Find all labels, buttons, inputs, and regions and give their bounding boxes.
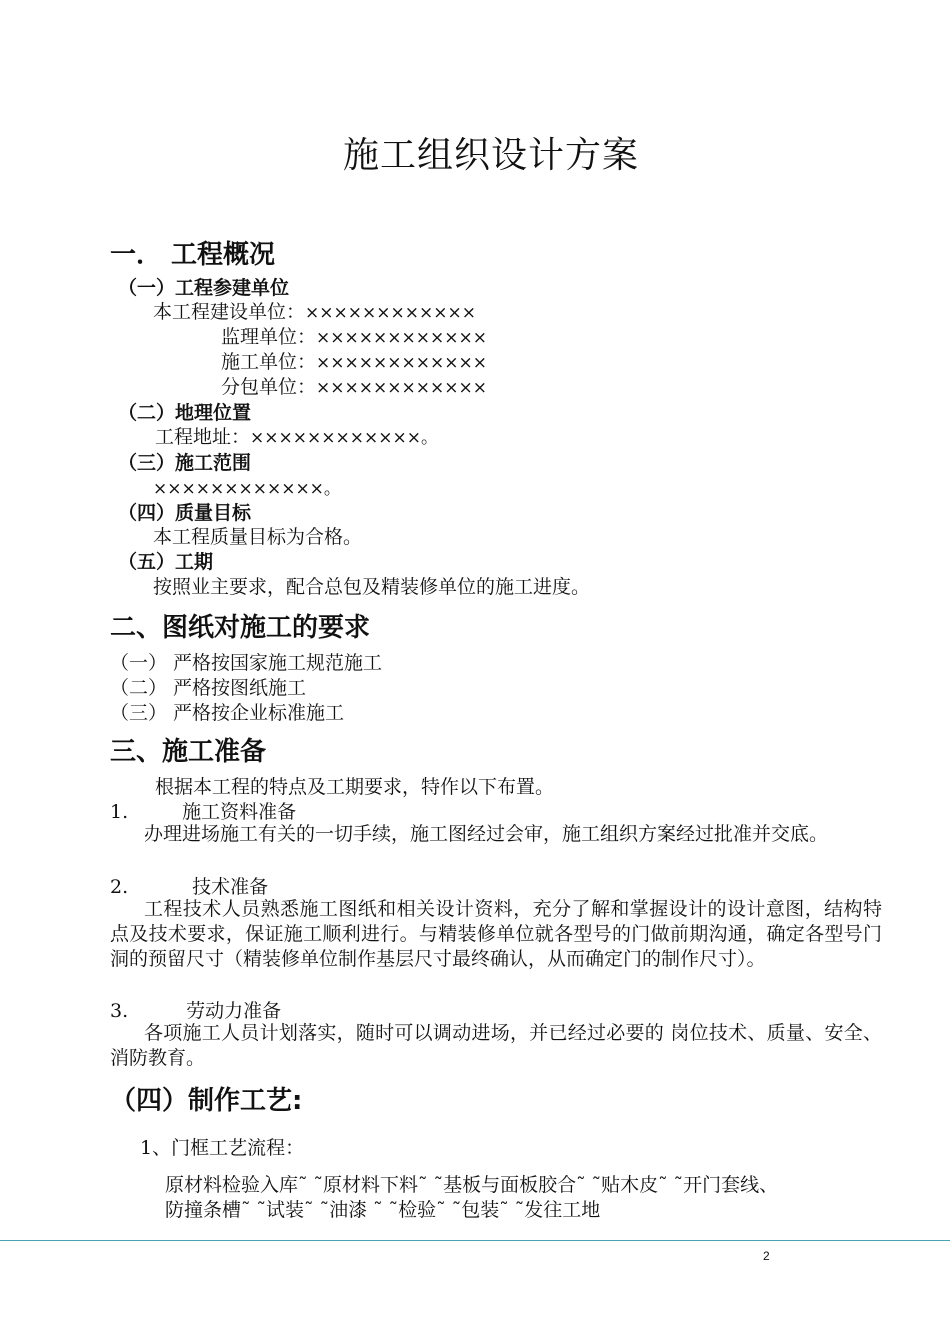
process-flow-line-1: 原材料检验入库˜ ˜原材料下料˜ ˜基板与面板胶合˜ ˜贴木皮˜ ˜开门套线、: [165, 1174, 779, 1196]
requirement-item: [110, 673, 306, 700]
requirement-number: （二）: [110, 677, 168, 699]
subsection-participants-heading: （一）工程参建单位: [118, 277, 290, 299]
prep-item-title: 劳动力准备: [186, 1000, 282, 1022]
subsection-period-heading: （五）工期: [118, 551, 214, 573]
subcontractor-unit-row: [221, 372, 487, 399]
prep-item-3-heading: [110, 996, 281, 1023]
prep-item-number: 3.: [110, 1000, 129, 1022]
prep-item-number: 2.: [110, 876, 129, 898]
prep-item-2-text: 工程技术人员熟悉施工图纸和相关设计资料，充分了解和掌握设计的设计意图，结构特点及技术要求，保证施工顺利进行。与精装修单位就各型号的门做前期沟通，确定各型号门洞的预留尺寸（精装修单位制作基层尺寸最终确认，从而确定门的制作尺寸）。: [110, 898, 882, 970]
construction-unit-value: ××××××××××××: [305, 303, 476, 323]
subsection-quality-heading: （四）质量目标: [118, 502, 252, 524]
prep-item-title: 技术准备: [192, 876, 269, 898]
address-row: [155, 422, 438, 449]
construction-unit-label: 本工程建设单位：: [153, 301, 306, 323]
scope-value: ××××××××××××。: [153, 479, 341, 499]
subcontractor-unit-label: 分包单位：: [221, 376, 317, 398]
prep-item-2-heading: [110, 872, 268, 899]
subcontractor-unit-value: ××××××××××××: [316, 378, 487, 398]
requirement-number: （一）: [110, 652, 168, 674]
requirement-item: [110, 698, 344, 725]
contractor-unit-row: [221, 347, 487, 374]
section-3-heading: 三、施工准备: [110, 737, 267, 767]
requirement-text: 严格按企业标准施工: [173, 702, 345, 724]
subsection-scope-heading: （三）施工范围: [118, 452, 252, 474]
section-2-heading: 二、图纸对施工的要求: [110, 613, 371, 643]
document-title: 施工组织设计方案: [343, 135, 640, 176]
subsection-location-heading: （二）地理位置: [118, 402, 252, 424]
prep-item-1-heading: [110, 797, 296, 824]
prep-item-number: 1.: [110, 801, 129, 823]
section-4-heading: （四）制作工艺:: [110, 1086, 303, 1116]
door-frame-process-heading: 1、门框工艺流程：: [140, 1137, 305, 1159]
contractor-unit-label: 施工单位：: [221, 351, 317, 373]
quality-text: 本工程质量目标为合格。: [153, 526, 363, 548]
process-flow-line-2: 防撞条槽˜ ˜试装˜ ˜油漆 ˜ ˜检验˜ ˜包装˜ ˜发往工地: [165, 1199, 601, 1221]
supervision-unit-row: [221, 322, 487, 349]
address-value: ××××××××××××。: [250, 428, 438, 448]
requirement-item: [110, 648, 382, 675]
preparation-intro: 根据本工程的特点及工期要求，特作以下布置。: [155, 776, 555, 798]
prep-item-1-text: 办理进场施工有关的一切手续，施工图经过会审，施工组织方案经过批准并交底。: [144, 823, 829, 845]
prep-item-3-text: 各项施工人员计划落实，随时可以调动进场，并已经过必要的 岗位技术、质量、安全、消防教育。: [110, 1022, 882, 1069]
period-text: 按照业主要求，配合总包及精装修单位的施工进度。: [153, 576, 591, 598]
contractor-unit-value: ××××××××××××: [316, 353, 487, 373]
address-label: 工程地址：: [155, 426, 251, 448]
requirement-text: 严格按图纸施工: [173, 677, 307, 699]
supervision-unit-label: 监理单位：: [221, 326, 317, 348]
prep-item-title: 施工资料准备: [182, 801, 297, 823]
construction-unit-row: [153, 297, 476, 324]
page-number: 2: [763, 1249, 770, 1263]
requirement-text: 严格按国家施工规范施工: [173, 652, 383, 674]
supervision-unit-value: ××××××××××××: [316, 328, 487, 348]
footer-divider: [0, 1240, 950, 1241]
requirement-number: （三）: [110, 702, 168, 724]
section-1-heading: 一． 工程概况: [110, 240, 276, 270]
